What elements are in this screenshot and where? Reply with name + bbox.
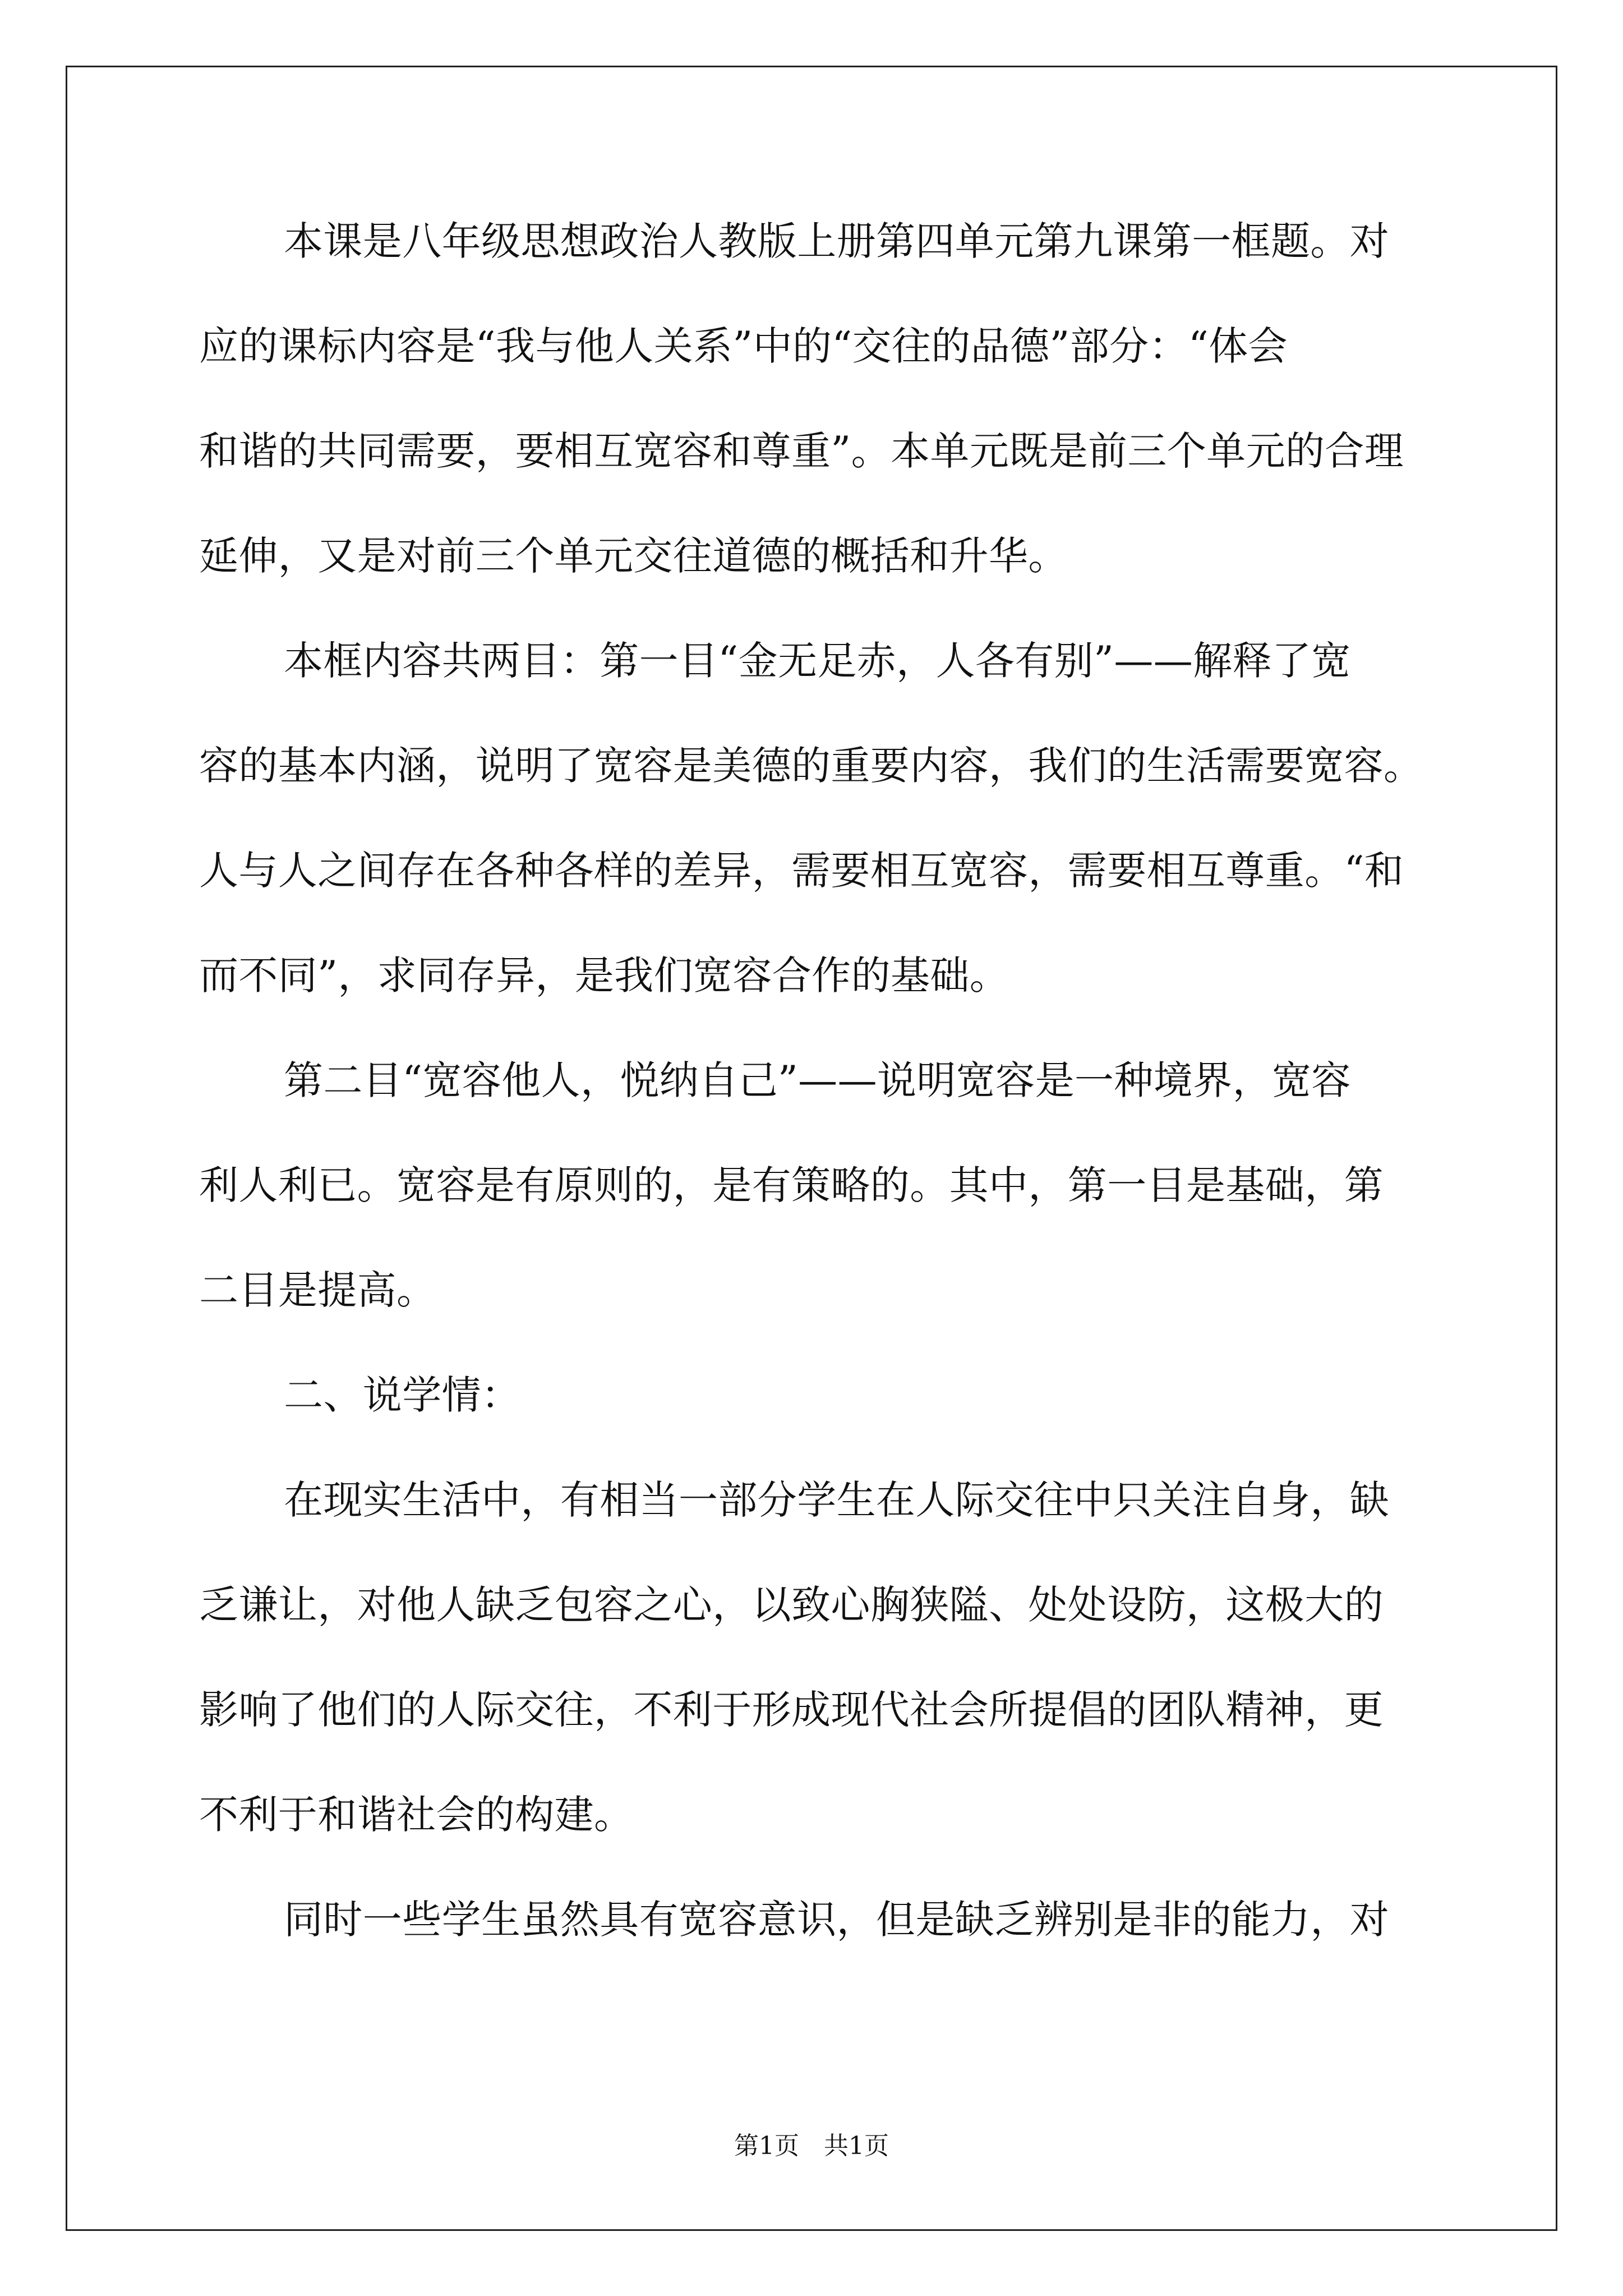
text-line: 本课是八年级思想政治人教版上册第四单元第九课第一框题。对 xyxy=(284,218,1390,264)
text-line: 第二目“宽容他人，悦纳自己”——说明宽容是一种境界，宽容 xyxy=(284,1057,1351,1103)
text-line: 延伸，又是对前三个单元交往道德的概括和升华。 xyxy=(199,533,1068,579)
text-line: 影响了他们的人际交往，不利于形成现代社会所提倡的团队精神，更 xyxy=(199,1687,1384,1733)
text-line: 应的课标内容是“我与他人关系”中的“交往的品德”部分：“体会 xyxy=(199,323,1288,369)
text-line: 人与人之间存在各种各样的差异，需要相互宽容，需要相互尊重。“和 xyxy=(199,848,1404,894)
text-line: 而不同”，求同存异，是我们宽容合作的基础。 xyxy=(199,953,1009,999)
text-line: 容的基本内涵，说明了宽容是美德的重要内容，我们的生活需要宽容。 xyxy=(199,743,1423,789)
text-line: 二目是提高。 xyxy=(199,1267,436,1313)
text-line: 在现实生活中，有相当一部分学生在人际交往中只关注自身，缺 xyxy=(284,1477,1390,1523)
text-line: 乏谦让，对他人缺乏包容之心，以致心胸狭隘、处处设防，这极大的 xyxy=(199,1582,1384,1628)
document-body xyxy=(199,210,1433,1994)
page-footer: 第1页 共1页 xyxy=(734,2132,889,2160)
text-line: 利人利已。宽容是有原则的，是有策略的。其中，第一目是基础，第 xyxy=(199,1162,1384,1208)
text-line: 同时一些学生虽然具有宽容意识，但是缺乏辨别是非的能力，对 xyxy=(284,1897,1390,1943)
text-line: 本框内容共两目：第一目“金无足赤，人各有别”——解释了宽 xyxy=(284,638,1351,684)
text-line: 不利于和谐社会的构建。 xyxy=(199,1792,634,1838)
text-line: 和谐的共同需要，要相互宽容和尊重”。本单元既是前三个单元的合理 xyxy=(199,428,1404,474)
section-heading: 二、说学情： xyxy=(284,1372,521,1418)
